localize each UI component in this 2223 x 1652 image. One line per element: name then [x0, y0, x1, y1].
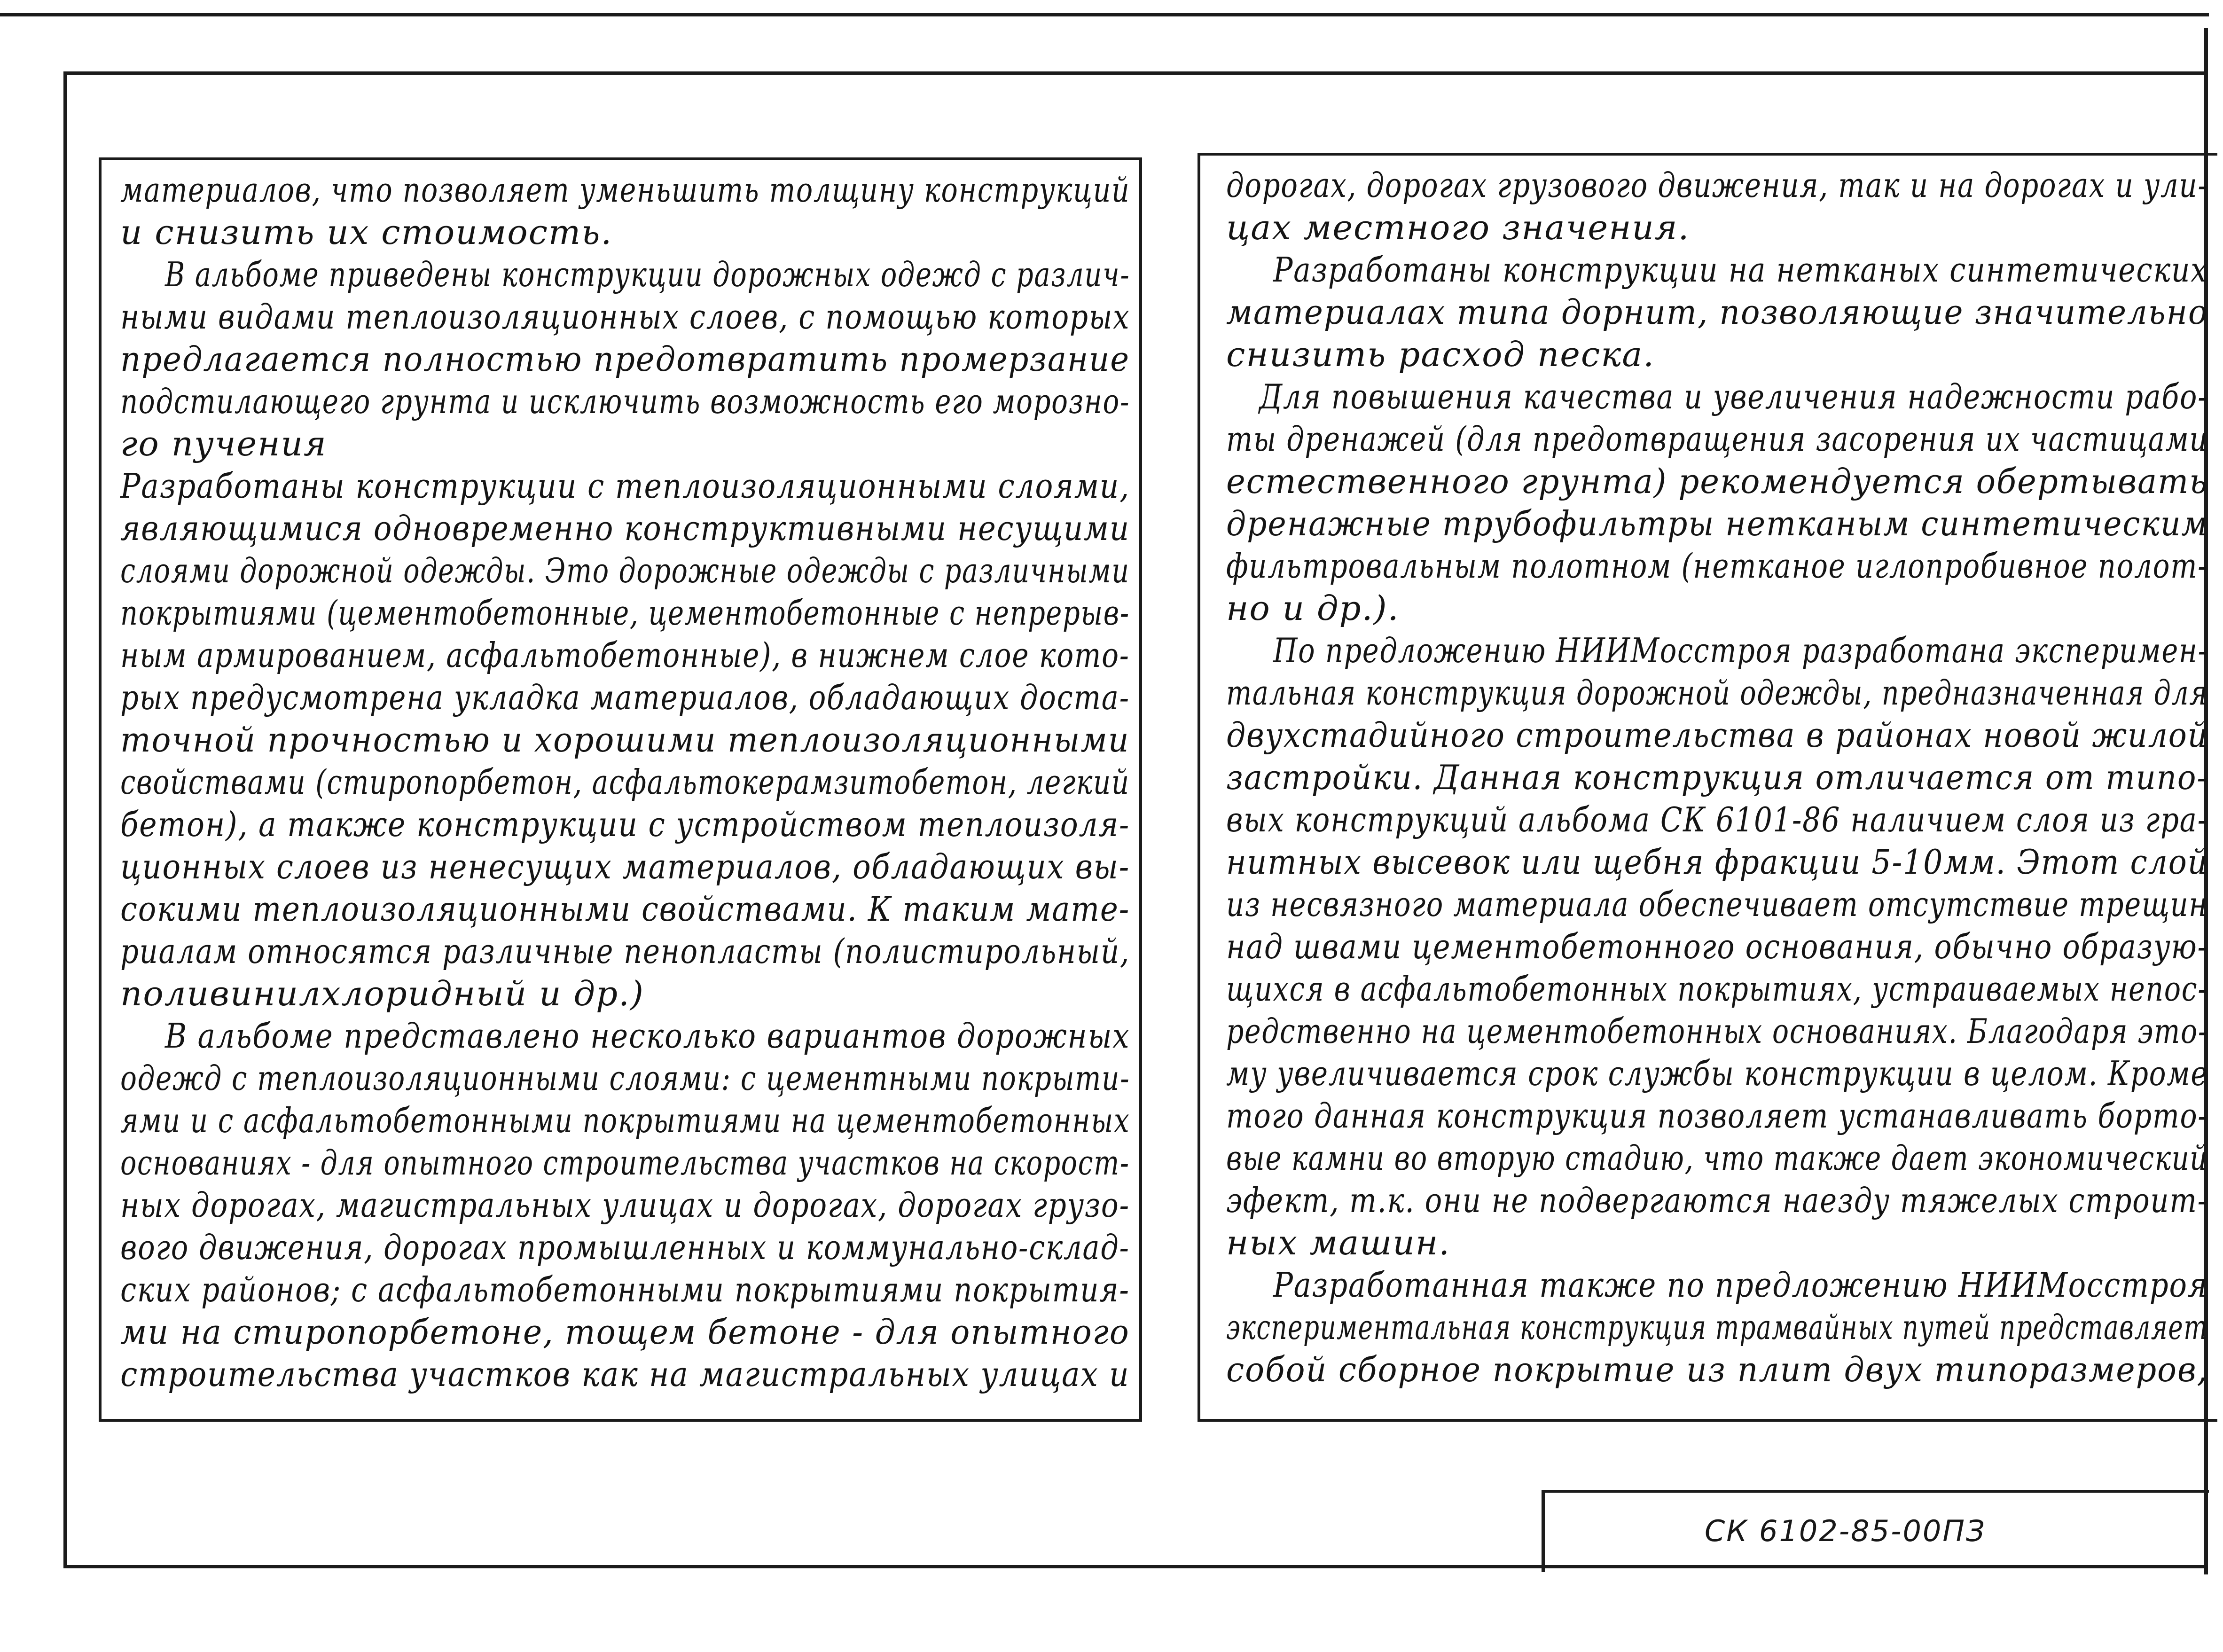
- text-line: точной прочностью и хорошими теплоизоляционными: [120, 720, 1130, 759]
- text-line: тальная конструкция дорожной одежды, предназначенная для: [1226, 673, 2208, 712]
- text-line: Разработаны конструкции на нетканых синтетических: [1273, 250, 2208, 290]
- text-line: цах местного значения.: [1226, 208, 1690, 247]
- text-line: вых конструкций альбома СК 6101-86 наличием слоя из гра-: [1226, 800, 2208, 839]
- text-line: снизить расход песка.: [1226, 335, 1655, 374]
- text-line: материалах типа дорнит, позволяющие значительно: [1226, 292, 2208, 332]
- text-line: над швами цементобетонного основания, обычно образую-: [1226, 927, 2208, 966]
- text-line: дренажные трубофильтры нетканым синтетическим: [1226, 504, 2208, 543]
- left-text-column: [99, 157, 1142, 1422]
- text-line: бетон), а также конструкции с устройством теплоизоля-: [120, 805, 1130, 844]
- text-line: щихся в асфальтобетонных покрытиях, устраиваемых непос-: [1226, 969, 2208, 1009]
- text-line: ными видами теплоизоляционных слоев, с помощью которых: [120, 297, 1130, 337]
- text-line: вого движения, дорогах промышленных и коммунально-склад-: [120, 1228, 1130, 1267]
- text-line: того данная конструкция позволяет устанавливать борто-: [1226, 1096, 2208, 1135]
- text-line: двухстадийного строительства в районах новой жилой: [1226, 715, 2208, 755]
- text-line: строительства участков как на магистральных улицах и: [120, 1354, 1130, 1394]
- text-line: поливинилхлоридный и др.): [120, 974, 645, 1013]
- text-line: го пучения: [120, 424, 327, 463]
- text-line: ми на стиропорбетоне, тощем бетоне - для опытного: [120, 1312, 1130, 1352]
- text-line: вые камни во вторую стадию, что также дает экономический: [1226, 1138, 2208, 1178]
- text-line: ных машин.: [1226, 1223, 1451, 1262]
- text-line: слоями дорожной одежды. Это дорожные одежды с различными: [120, 551, 1130, 590]
- right-text-column: [1198, 153, 2217, 1422]
- text-line: рых предусмотрена укладка материалов, обладающих доста-: [120, 678, 1130, 717]
- text-line: сокими теплоизоляционными свойствами. К таким мате-: [120, 889, 1130, 929]
- text-line: В альбоме представлено несколько вариантов дорожных: [165, 1016, 1130, 1056]
- text-line: фильтровальным полотном (нетканое иглопробивное полот-: [1226, 546, 2208, 586]
- text-line: являющимися одновременно конструктивными несущими: [120, 509, 1130, 548]
- text-line: свойствами (стиропорбетон, асфальтокерамзитобетон, легкий: [120, 762, 1130, 802]
- text-line: ями и с асфальтобетонными покрытиями на цементобетонных: [120, 1101, 1130, 1140]
- text-line: экспериментальная конструкция трамвайных путей представляет: [1226, 1308, 2208, 1347]
- text-line: материалов, что позволяет уменьшить толщину конструкций: [120, 170, 1130, 210]
- text-line: естественного грунта) рекомендуется обертывать: [1226, 462, 2208, 501]
- text-line: риалам относятся различные пенопласты (полистирольный,: [120, 932, 1130, 971]
- text-line: По предложению НИИМосстроя разработана эксперимен-: [1273, 631, 2208, 670]
- text-line: основаниях - для опытного строительства участков на скорост-: [120, 1143, 1130, 1182]
- title-block-stamp: [1542, 1490, 2209, 1572]
- text-line: ских районов; с асфальтобетонными покрытиями покрытия-: [120, 1270, 1130, 1309]
- text-line: но и др.).: [1226, 588, 1400, 628]
- text-line: покрытиями (цементобетонные, цементобетонные с непрерыв-: [120, 593, 1130, 633]
- text-line: и снизить их стоимость.: [120, 212, 613, 252]
- text-line: редственно на цементобетонных основаниях. Благодаря это-: [1226, 1011, 2208, 1051]
- top-border-line: [0, 13, 2209, 16]
- text-line: собой сборное покрытие из плит двух типоразмеров,: [1226, 1350, 2208, 1389]
- text-line: Для повышения качества и увеличения надежности рабо-: [1259, 377, 2208, 416]
- text-line: ным армированием, асфальтобетонные), в нижнем слое кото-: [120, 635, 1130, 675]
- text-line: Разработаны конструкции с теплоизоляционными слоями,: [120, 466, 1130, 506]
- document-code: СК 6102-85-00ПЗ: [1705, 1514, 1986, 1548]
- text-line: эфект, т.к. они не подвергаются наезду тяжелых строит-: [1226, 1181, 2208, 1220]
- text-line: ных дорогах, магистральных улицах и дорогах, дорогах грузо-: [120, 1185, 1130, 1225]
- text-line: предлагается полностью предотвратить промерзание: [120, 339, 1130, 379]
- text-line: нитных высевок или щебня фракции 5-10мм. Этот слой: [1226, 842, 2208, 882]
- text-line: из несвязного материала обеспечивает отсутствие трещин: [1226, 885, 2208, 924]
- text-line: Разработанная также по предложению НИИМосстроя: [1273, 1265, 2208, 1305]
- text-line: му увеличивается срок службы конструкции в целом. Кроме: [1226, 1054, 2208, 1093]
- text-line: одежд с теплоизоляционными слоями: с цементными покрыти-: [120, 1058, 1130, 1098]
- text-line: ты дренажей (для предотвращения засорения их частицами: [1226, 419, 2208, 459]
- text-line: подстилающего грунта и исключить возможность его морозно-: [120, 382, 1130, 421]
- text-line: ционных слоев из ненесущих материалов, обладающих вы-: [120, 847, 1130, 886]
- text-line: дорогах, дорогах грузового движения, так и на дорогах и ули-: [1226, 165, 2208, 205]
- text-line: В альбоме приведены конструкции дорожных одежд с различ-: [165, 255, 1130, 294]
- text-line: застройки. Данная конструкция отличается от типо-: [1226, 758, 2208, 797]
